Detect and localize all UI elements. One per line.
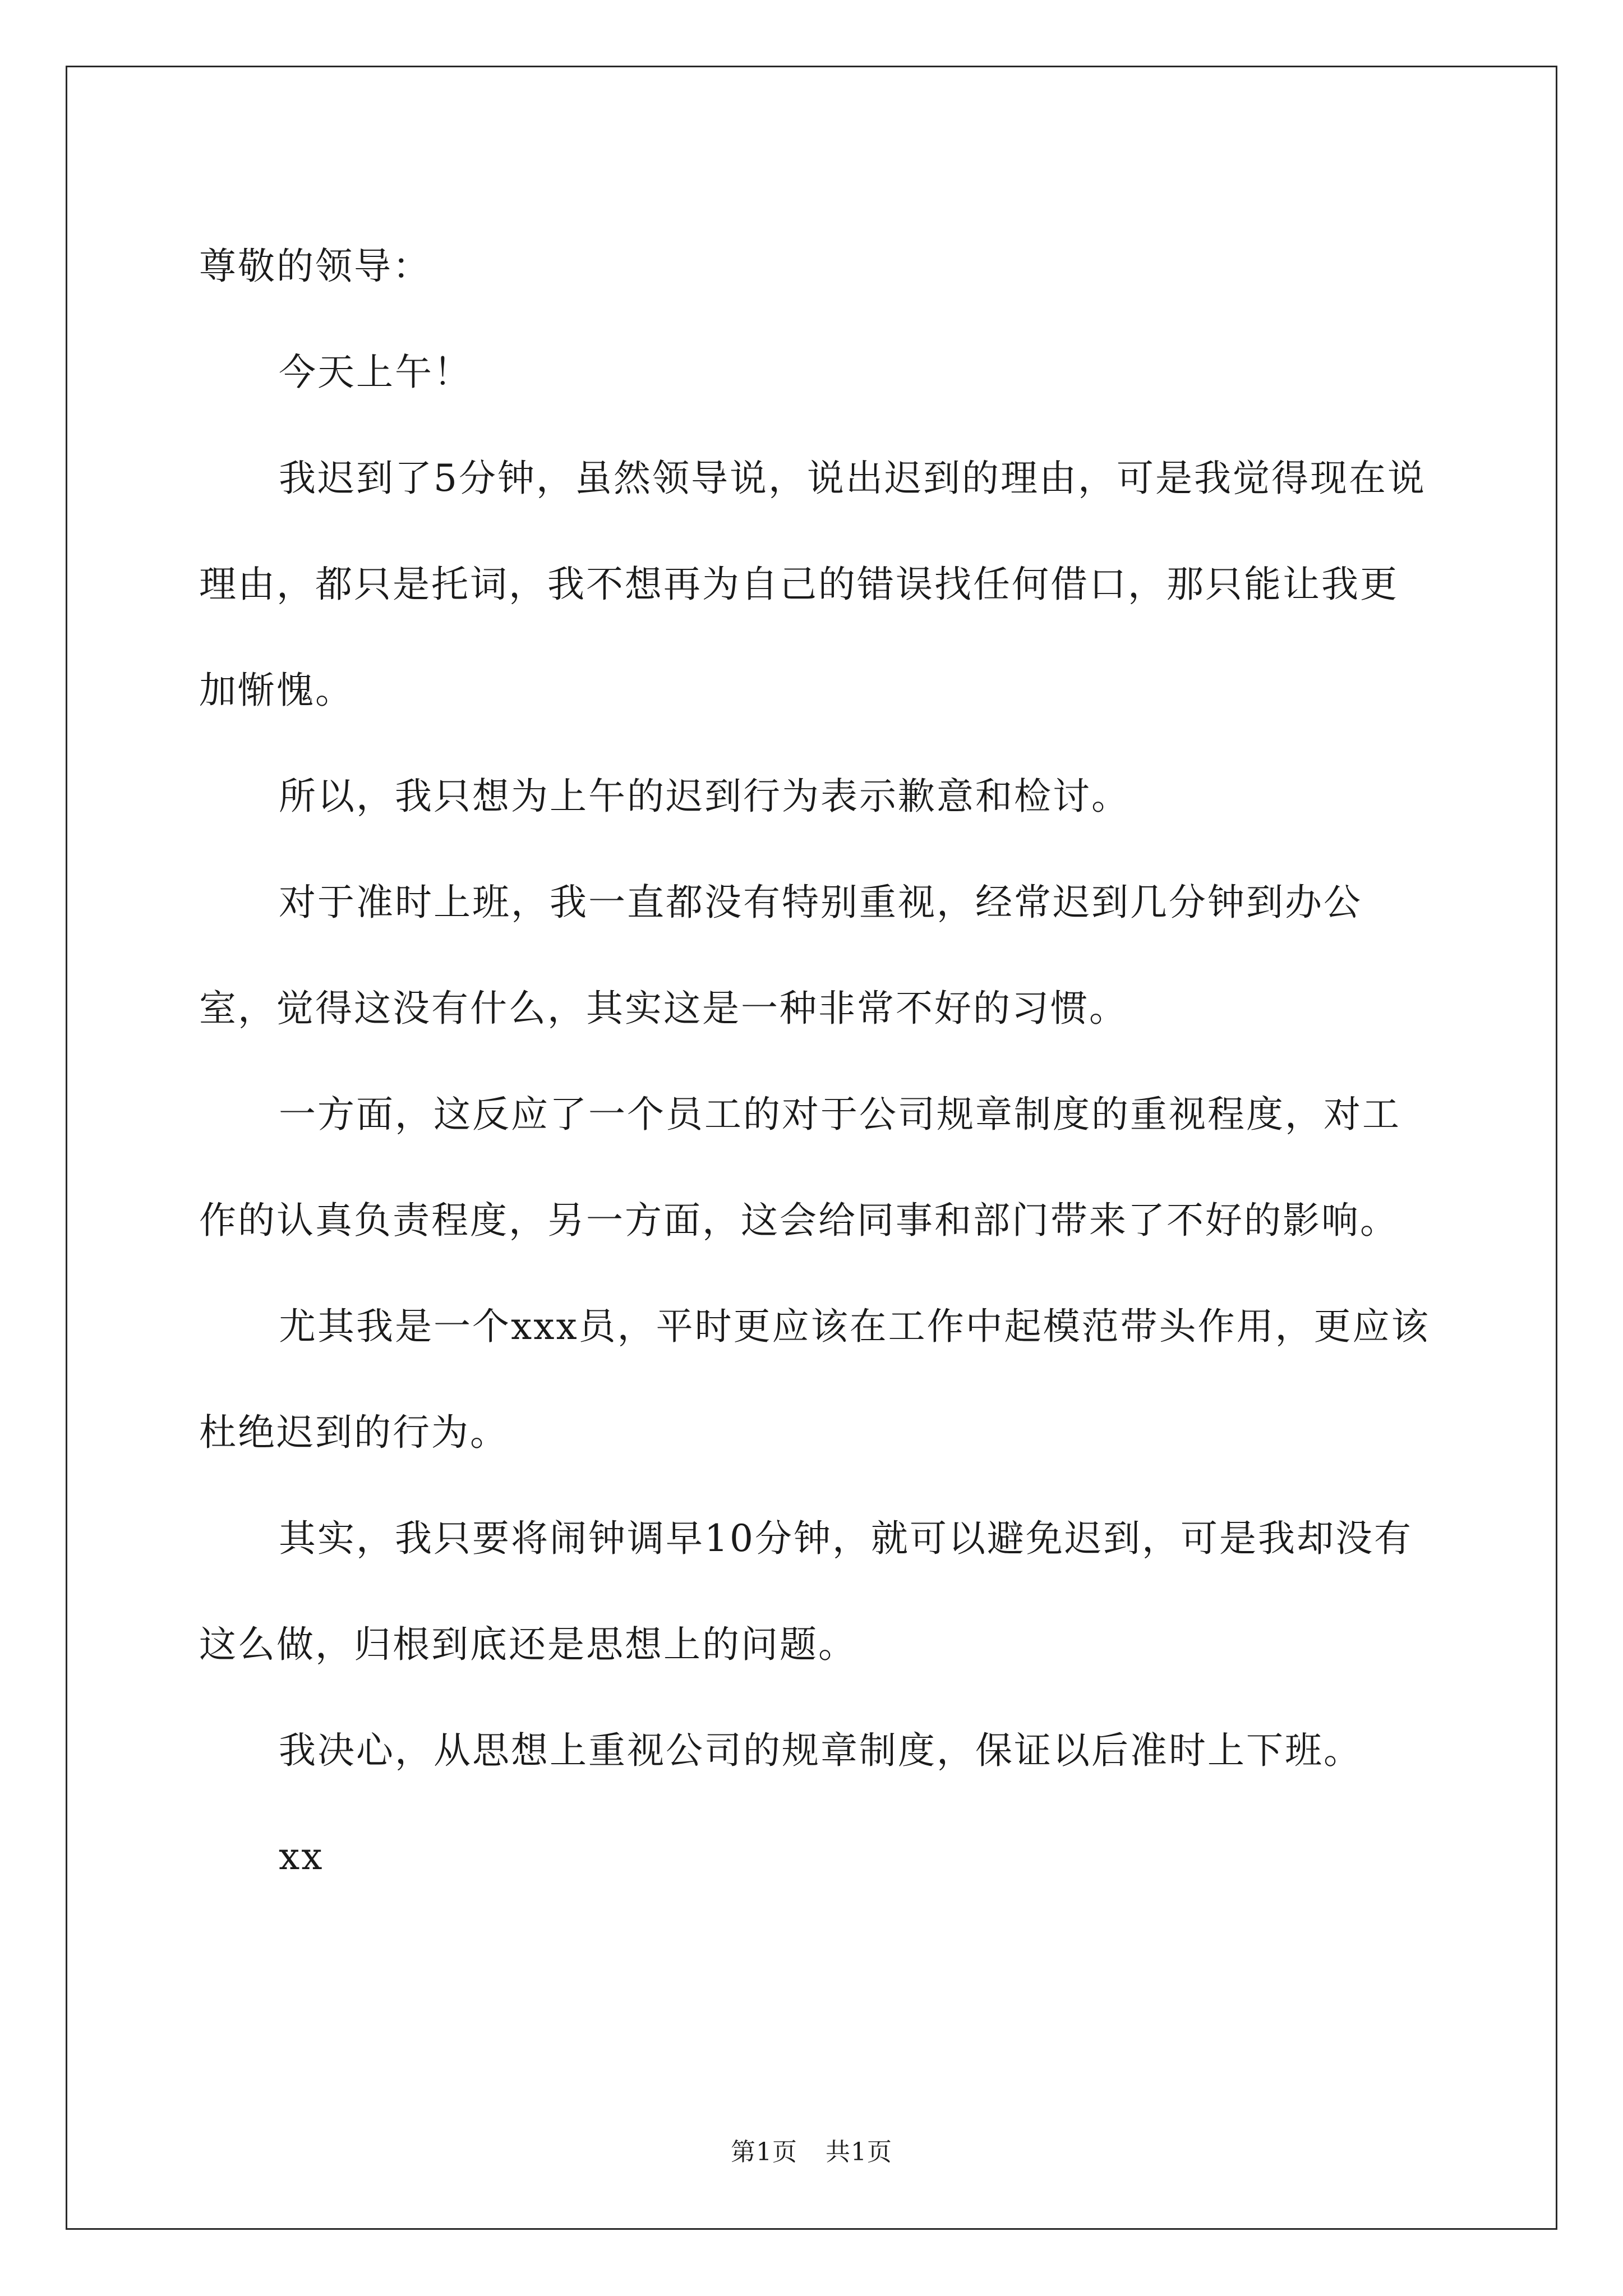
page-footer — [0, 2132, 1623, 2168]
paragraph: 今天上午！ — [279, 351, 472, 394]
paragraph: 一方面，这反应了一个员工的对于公司规章制度的重视程度，对工作的认真负责程度，另一方面，这会给同事和部门带来了不好的影响。 — [199, 1093, 1401, 1242]
page-total: 共1页 — [826, 2138, 892, 2166]
paragraph: 我迟到了5分钟，虽然领导说，说出迟到的理由，可是我觉得现在说理由，都只是托词，我不想再为自己的错误找任何借口，那只能让我更加惭愧。 — [199, 457, 1426, 712]
paragraph: 对于准时上班，我一直都没有特别重视，经常迟到几分钟到办公室，觉得这没有什么，其实这是一种非常不好的习惯。 — [199, 881, 1362, 1030]
paragraph: 我决心，从思想上重视公司的规章制度，保证以后准时上下班。 — [279, 1729, 1362, 1772]
letter-body — [199, 213, 1430, 1910]
paragraph: 尤其我是一个xxx员，平时更应该在工作中起模范带头作用，更应该杜绝迟到的行为。 — [199, 1305, 1430, 1454]
salutation: 尊敬的领导： — [199, 245, 431, 288]
paragraph: 所以，我只想为上午的迟到行为表示歉意和检讨。 — [279, 775, 1130, 818]
signature: xx — [279, 1835, 324, 1878]
paragraph: 其实，我只要将闹钟调早10分钟，就可以避免迟到，可是我却没有这么做，归根到底还是思想上的问题。 — [199, 1517, 1413, 1666]
page-number: 第1页 — [731, 2138, 797, 2166]
